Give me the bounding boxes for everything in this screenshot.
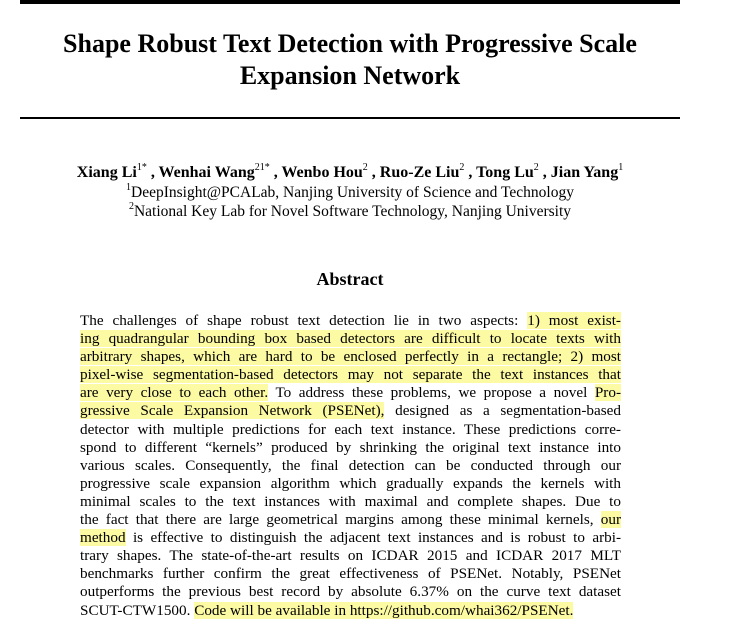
abstract-text: detector with multiple predictions for each text instance. These predictions corre- [80,420,621,438]
abstract-line [80,529,621,547]
affiliation-2: $^2$National Key Lab for Novel Software Technology, Nanjing University [128,200,572,220]
paper-title [20,28,680,92]
paper-title-line-2: Expansion Network [239,61,461,90]
affiliation-1: $^1$DeepInsight@PCALab, Nanjing University of Science and Technology [126,181,574,201]
abstract-line [80,348,621,366]
abstract-text: is effective to distinguish the adjacent text instances and is robust to arbi- [125,529,621,547]
highlighted-text: method [80,529,126,547]
author: , Wenhai Wang$^{21*}$ [151,164,270,181]
highlighted-text: Code will be available in https://github.com/whai362/PSENet. [194,601,574,619]
abstract-line [80,312,621,330]
abstract-line [80,475,621,493]
abstract-heading: Abstract [316,269,384,289]
highlighted-text: our [600,511,621,529]
abstract-text: SCUT-CTW1500. [80,601,195,619]
abstract-text: benchmarks further confirm the great effectiveness of PSENet. Notably, PSENet [80,565,621,583]
abstract-body [80,312,621,620]
highlighted-text: 1) most exist- [527,312,621,329]
author: , Jian Yang$^1$ [543,164,623,181]
abstract-line [80,384,621,402]
abstract-line [80,602,621,620]
abstract-text: spond to different “kernels” produced by shrinking the original text instance into [80,438,621,456]
abstract-text: progressive scale expansion algorithm which gradually expands the kernels with [80,474,621,492]
abstract-line [80,583,621,601]
top-rule [20,0,680,4]
author: Xiang $Li^{1*}$ [76,161,147,181]
abstract-line [80,457,621,475]
highlighted-text: arbitrary shapes, which are hard to be enclosed perfectly in a rectangle; 2) most [80,348,621,366]
abstract-line [80,366,621,384]
highlighted-text: are very close to each other. [80,384,269,402]
highlighted-text: ing quadrangular bounding box based detectors are difficult to locate texts with [80,330,621,348]
abstract-text: The challenges of shape robust text detection lie in two aspects: [80,312,528,329]
abstract-text: designed as a segmentation-based [384,402,621,420]
abstract-line [80,439,621,457]
author: , Tong Lu$^2$ [468,164,538,181]
title-rule [20,117,680,119]
abstract-text: trary shapes. The state-of-the-art results on ICDAR 2015 and ICDAR 2017 MLT [80,547,621,565]
abstract-text: minimal scales to the text instances with maximal and complete shapes. Due to [80,492,621,510]
highlighted-text: pixel-wise segmentation-based detectors may not separate the text instances that [80,366,621,384]
abstract-text: various scales. Consequently, the final detection can be conducted through our [80,456,621,474]
paper-title-line-1: Shape Robust Text Detection with Progressive Scale [63,29,637,58]
abstract-line [80,421,621,439]
abstract-line [80,402,621,420]
abstract-text: outperforms the previous best record by absolute 6.37% on the curve text dataset [80,583,621,601]
abstract-line [80,565,621,583]
abstract-line [80,547,621,565]
abstract-text: the fact that there are large geometrical margins among these minimal kernels, [80,511,601,529]
author-list [20,163,680,183]
abstract-line [80,511,621,529]
author: , Wenbo Hou$^2$ [274,164,368,181]
highlighted-text: Pro- [594,384,621,402]
abstract-text: To address these problems, we propose a novel [268,384,595,402]
author: , Ruo-Ze Liu$^2$ [372,164,465,181]
abstract-line [80,493,621,511]
abstract-line [80,330,621,348]
highlighted-text: gressive Scale Expansion Network (PSENet), [80,402,385,420]
